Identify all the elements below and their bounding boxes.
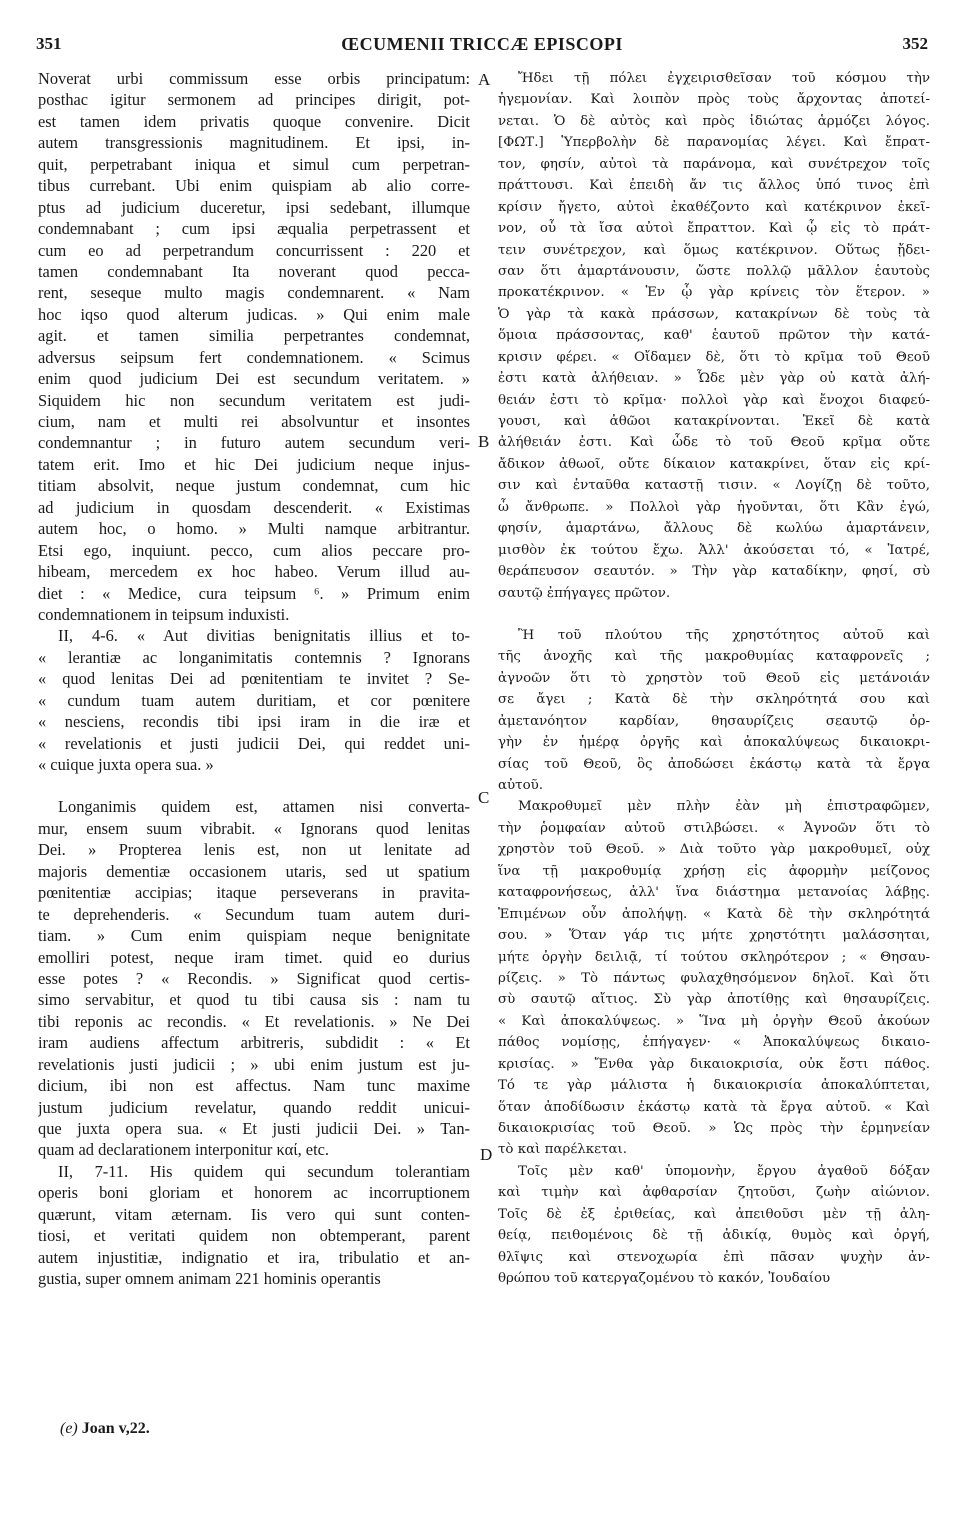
latin-text-line: quærunt, vitam æternam. Iis vero qui sunt conten-: [38, 1204, 470, 1224]
greek-text-line: ὅμοια πράσσοντας, καθ' ἑαυτοῦ πρῶτον τὴν κατά-: [498, 328, 930, 344]
greek-text-line: τὴν ῥομφαίαν αὐτοῦ στιλβώσει. « Ἀγνοῶν ὅτι τὸ: [498, 820, 930, 836]
running-title: ŒCUMENII TRICCÆ EPISCOPI: [341, 34, 623, 54]
greek-text-line: σιν καὶ ἐνταῦθα καταστῇ τισιν. « Λογίζῃ δὲ τοῦτο,: [498, 478, 930, 494]
latin-text-line: majoris dementiæ occasionem utaris, sed ut spatium: [38, 861, 470, 881]
latin-text-line: pœnitentiæ accipias; itaque perseverans in pravita-: [38, 883, 470, 903]
greek-text-line: Ἤδει τῇ πόλει ἐγχειρισθεῖσαν τοῦ κόσμου τὴν: [518, 71, 930, 86]
greek-text-line: γουσι, καὶ ἀθῶοι κατακρίνονται. Ἐκεῖ δὲ κατὰ: [498, 414, 930, 429]
latin-text-line: revelationis justi judicii ; » ubi enim justum est ju-: [38, 1054, 470, 1074]
greek-text-line: Τοῖς δὲ ἐξ ἐριθείας, καὶ ἀπειθοῦσι μὲν τῇ ἀλη-: [498, 1206, 930, 1222]
latin-text-line: condemnationem in teipsum induxisti.: [38, 604, 290, 624]
latin-text-line: tibi reponis ac recondis. « Et revelationis. » Ne Dei: [38, 1011, 470, 1031]
latin-text-line: agit. et tamen similia perpetrantes condemnat,: [38, 326, 470, 346]
latin-text-line: Etsi ego, inquiunt. pecco, cum alios peccare pro-: [38, 540, 470, 560]
greek-text-line: μισθὸν ἐκ τούτου ἔχω. Ἀλλ' ἀκούσεται τό, « Ἰατρέ,: [498, 542, 930, 558]
latin-text-line: rent, seseque multo magis condemnarent. « Nam: [38, 283, 470, 303]
greek-text-line: Ἢ τοῦ πλούτου τῆς χρηστότητος αὐτοῦ καὶ: [518, 627, 930, 643]
greek-text-line: Τό τε γὰρ μάλιστα ἡ δικαιοκρισία ἀποκαλύπτεται,: [498, 1078, 930, 1094]
latin-text-line: condemnabant ; cum ipsi æqualia perpetrassent et: [38, 219, 470, 239]
greek-text-line: πράττουσι. Καὶ ἐπειδὴ ἄν τις ἄλλος ὑπό τινος ἐπὶ: [498, 178, 930, 194]
footnote-label: (e): [60, 1420, 78, 1437]
greek-text-line: φησίν, ἁμαρτάνω, ἄλλους δὲ κωλύω ἁμαρτάνειν,: [498, 521, 930, 537]
greek-text-line: ἡγεμονίαν. Καὶ λοιπὸν πρὸς τοὺς ἄρχοντας ἀποτεί-: [498, 92, 930, 108]
latin-text-line: posthac igitur sermonem ad principes dirigit, pot-: [38, 90, 470, 110]
latin-text-line: « cuique juxta opera sua. »: [38, 755, 214, 774]
latin-text-line: dicium, ibi non est affectus. Nam tunc maxime: [38, 1076, 470, 1096]
greek-text-line: ὅταν ἀποδίδωσιν ἑκάστῳ κατὰ τὰ ἔργα αὐτοῦ. « Καὶ: [498, 1099, 930, 1115]
latin-text-line: quit, perpetrabant iniqua et simul cum perpetran-: [38, 154, 470, 174]
latin-text-line: iram audiens affectum arbitreris, subdidit : « Et: [38, 1033, 470, 1053]
latin-text-line: Noverat urbi commissum esse orbis principatum:: [38, 69, 470, 88]
footnote: [60, 1420, 150, 1438]
greek-text-line: ἵνα τῇ μακροθυμίᾳ χρήσῃ εἰς ἀφορμὴν μείζονος: [498, 863, 930, 879]
greek-text-line: ρίζεις. » Τὸ πάντως φυλαχθησόμενον δηλοῖ. Καὶ ὅτι: [498, 970, 930, 986]
greek-text-line: σίας τοῦ Θεοῦ, ὃς ἀποδώσει ἑκάστῳ κατὰ τὰ ἔργα: [498, 756, 930, 772]
greek-text-line: σαν ὅτι ἁμαρτάνουσιν, ὥστε πολλῷ μᾶλλον ἑαυτοὺς: [498, 263, 930, 279]
greek-text-line: ἀμετανόητον καρδίαν, θησαυρίζεις σεαυτῷ ὀρ-: [498, 713, 930, 729]
greek-text-line: τειν συνέτρεχον, καὶ ὅμως κατέκρινον. Οὕτως ᾔδει-: [498, 242, 930, 258]
greek-text-line: Μακροθυμεῖ μὲν πλὴν ἐὰν μὴ ἐπιστραφῶμεν,: [518, 799, 930, 815]
latin-text-line: « cundum tuam autem duritiam, et cor pœnitere: [38, 690, 470, 710]
latin-text-line: Dei. » Propterea lenis est, non ut lenitate ad: [38, 840, 470, 860]
greek-text-line: κρίσιν ἤγετο, αὐτοὶ ἐκαθέζοντο καὶ κατέκρινον ἐκεῖ-: [498, 199, 930, 215]
greek-text-line: νον, οὗ τὰ ἴσα αὐτοὶ ἔπραττον. Καὶ ᾧ εἰς τὸ πράτ-: [498, 221, 930, 237]
greek-text-gap: [498, 604, 930, 625]
greek-text-line: Ἐπιμένων οὖν ἀπολήψῃ. « Κατὰ δὲ τὴν σκληρότητά: [498, 906, 930, 922]
greek-text-line: καὶ τιμὴν καὶ ἀφθαρσίαν ζητοῦσι, ζωὴν αἰώνιον.: [498, 1185, 930, 1201]
greek-text-line: πάθος νομίσῃς, ἐπήγαγεν· « Ἀποκαλύψεως δικαιο-: [498, 1035, 930, 1051]
latin-text-line: hoc iqso quod alterum judicas. » Qui enim male: [38, 304, 470, 324]
greek-text-line: σε ἄγει ; Κατὰ δὲ τὴν σκληρότητά σου καὶ: [498, 692, 930, 708]
latin-text-line: justum judicium revelatur, quando reddit unicui-: [38, 1097, 470, 1117]
latin-text-line: hibeam, mercedem ex hoc habeo. Verum illud au-: [38, 562, 470, 582]
latin-text-line: diet : « Medice, cura teipsum ⁶. » Primum enim: [38, 583, 470, 603]
latin-text-line: II, 4-6. « Aut divitias benignitatis illius et to-: [58, 626, 470, 646]
latin-text-line: ad judicium in quosdam descenderit. « Existimas: [38, 497, 470, 517]
greek-text-line: Ὁ γὰρ τὰ κακὰ πράσσων, κατακρίνων δὲ τοὺς τὰ: [498, 306, 930, 322]
greek-text-line: σὺ σαυτῷ αἴτιος. Σὺ γὰρ ἀποτίθῃς καὶ θησαυρίζεις.: [498, 992, 930, 1008]
latin-text-gap: [38, 775, 470, 796]
margin-letter-c: C: [478, 788, 490, 807]
greek-text-line: γὴν ἐν ἡμέρᾳ ὀργῆς καὶ ἀποκαλύψεως δικαιοκρι-: [498, 735, 930, 751]
greek-text-line: τῆς ἀνοχῆς καὶ τῆς μακροθυμίας καταφρονεῖς ;: [498, 649, 930, 665]
greek-text-line: « Καὶ ἀποκαλύψεως. » Ἵνα μὴ ὀργὴν Θεοῦ ἀκούων: [498, 1013, 930, 1029]
greek-text-line: [ΦΩΤ.] Ὑπερβολὴν δὲ παρανομίας λέγει. Καὶ ἔπρατ-: [498, 135, 930, 151]
latin-text-line: autem transgressionis magnitudinem. Et ipsi, in-: [38, 133, 470, 153]
greek-text-line: ἀλήθειάν ἐστι. Καὶ ὧδε τὸ τοῦ Θεοῦ κρῖμα οὔτε: [498, 435, 930, 451]
left-page-number: 351: [36, 34, 62, 53]
latin-text-line: Siquidem hic non secundum veritatem est judi-: [38, 390, 470, 410]
greek-text-line: σου. » Ὅταν γάρ τις μήτε χρηστότητι μαλάσσηται,: [498, 928, 930, 944]
greek-text-line: ἀγνοῶν ὅτι τὸ χρηστὸν τοῦ Θεοῦ εἰς μετάνοιάν: [498, 670, 930, 686]
greek-text-line: τὸ καὶ παρέλκεται.: [498, 1142, 628, 1158]
greek-text-line: κρισίας. » Ἔνθα γὰρ δικαιοκρισία, οὐκ ἔστι πάθος.: [498, 1056, 930, 1072]
greek-text-line: χρηστὸν τοῦ Θεοῦ. » Διὰ τοῦτο γὰρ μακροθυμεῖ, οὐχ: [498, 842, 930, 858]
greek-column: [498, 68, 930, 1290]
latin-column: [38, 68, 470, 1290]
greek-text-line: νεται. Ὁ δὲ αὐτὸς καὶ πρὸς ἰδιώτας ἁρμόζει λόγος.: [498, 113, 930, 129]
latin-text-line: « revelationis et justi judicii Dei, qui reddet uni-: [38, 733, 470, 753]
latin-text-line: mur, ensem suum vibrabit. « Ignorans quod lenitas: [38, 818, 470, 838]
latin-text-line: adversus seipsum fert condemnationem. « Scimus: [38, 347, 470, 367]
latin-text-line: tatem erit. Imo et hic Dei judicium neque injus-: [38, 454, 470, 474]
latin-text-line: autem injustitiæ, indignatio et ira, tribulatio et an-: [38, 1247, 470, 1267]
latin-text-line: tiosi, et veritati quidem non obtemperant, parent: [38, 1226, 470, 1246]
greek-text-line: αὐτοῦ.: [498, 778, 544, 793]
greek-text-line: ἄδικον ἀθωοῖ, οὔτε δίκαιον κατακρίνει, ὅταν εἰς κρί-: [498, 456, 930, 472]
greek-text-line: τον, φησίν, αὐτοὶ τὰ παράνομα, καὶ συνέτρεχον τοῖς: [498, 156, 930, 172]
greek-text-line: ἐστι κατὰ ἀλήθειαν. » Ὧδε μὲν γὰρ οὐ κατὰ ἀλή-: [498, 371, 930, 387]
latin-text-line: « quod lenitas Dei ad pœnitentiam te invitet ? Se-: [38, 669, 470, 689]
latin-text-line: gustia, super omnem animam 221 hominis operantis: [38, 1269, 381, 1289]
latin-text-line: tiam. » Cum enim quispiam neque benignitate: [38, 926, 470, 946]
latin-text-line: est tamen idem privatis quoque convenire. Dicit: [38, 111, 470, 131]
latin-text-line: tamen condemnabant Ita noverant quod pecca-: [38, 261, 470, 281]
latin-text-line: tibus currebant. Ubi enim quispiam ab alio corre-: [38, 176, 470, 196]
greek-text-line: καταφρονήσεως, ἀλλ' ἵνα διάστημα μετανοίας λάβῃς.: [498, 885, 930, 901]
latin-text-line: condemnantur ; in futuro autem secundum veri-: [38, 433, 470, 453]
latin-text-line: II, 7-11. His quidem qui secundum tolerantiam: [58, 1161, 470, 1181]
greek-text-line: κρισιν φέρει. « Οἴδαμεν δὲ, ὅτι τὸ κρῖμα τοῦ Θεοῦ: [498, 349, 930, 365]
latin-text-line: quam ad declarationem interponitur καί, etc.: [38, 1140, 329, 1160]
greek-text-line: Τοῖς μὲν καθ' ὑπομονὴν, ἔργου ἀγαθοῦ δόξαν: [518, 1163, 930, 1179]
latin-text-line: Longanimis quidem est, attamen nisi converta-: [58, 797, 470, 817]
footnote-text: Joan v,22.: [81, 1420, 150, 1437]
greek-text-line: θρώπου τοῦ κατεργαζομένου τὸ κακόν, Ἰουδαίου: [498, 1271, 831, 1287]
latin-text-line: te deprehenderis. « Secundum tuam autem duri-: [38, 904, 470, 924]
latin-text-line: que juxta opera sua. « Et justi judicii Dei. » Tan-: [38, 1119, 470, 1138]
right-page-number: 352: [902, 34, 928, 53]
greek-text-line: θείᾳ, πειθομένοις δὲ τῇ ἀδικίᾳ, θυμὸς καὶ ὀργή,: [498, 1228, 930, 1244]
latin-text-line: simo servabitur, et quod tu tibi causa sis : nam tu: [38, 990, 470, 1010]
latin-text-line: « lerantiæ ac longanimitatis contemnis ? Ignorans: [38, 647, 470, 667]
page-header: [30, 34, 934, 58]
margin-letter-a: A: [478, 70, 491, 89]
margin-letter-d: D: [480, 1145, 493, 1164]
latin-text-line: esse potes ? « Recondis. » Significat quod certis-: [38, 968, 470, 988]
greek-text-line: θλῖψις καὶ στενοχωρία ἐπὶ πᾶσαν ψυχὴν ἀν-: [498, 1249, 930, 1265]
latin-text-line: enim quod judicium Dei est secundum veritatem. »: [38, 369, 470, 389]
latin-text-line: « nesciens, recondis tibi ipsi iram in die iræ et: [38, 712, 470, 732]
latin-text-line: ptus ad judicium duceretur, ipsi sedebant, illumque: [38, 197, 470, 217]
latin-text-line: cium, nam et multi rei absolvuntur et insontes: [38, 412, 470, 431]
greek-text-line: δικαιοκρισίας τοῦ Θεοῦ. » Ὡς πρὸς τὴν ἑρμηνείαν: [498, 1121, 930, 1136]
greek-text-line: προκατέκρινον. « Ἐν ᾧ γὰρ κρίνεις τὸν ἕτερον. »: [498, 285, 930, 301]
latin-text-line: autem hoc, o homo. » Multi namque arbitrantur.: [38, 519, 470, 539]
margin-letter-b: B: [478, 432, 490, 451]
latin-text-line: cum eo ad perpetrandum concurrissent : 220 et: [38, 240, 470, 260]
greek-text-line: ὦ ἄνθρωπε. » Πολλοὶ γὰρ ἡγοῦνται, ὅτι Κἂν ἐγώ,: [498, 499, 930, 515]
latin-text-line: titiam absolvit, neque justum condemnat, cum hic: [38, 476, 470, 496]
latin-text-line: operis boni gloriam et honorem ac incorruptionem: [38, 1183, 470, 1203]
greek-text-line: θειάν ἐστι τὸ κρῖμα· πολλοὶ γὰρ καὶ ἔνοχοι διαφεύ-: [498, 392, 930, 408]
latin-text-line: emolliri potest, neque iram timet. quid eo durius: [38, 947, 470, 967]
greek-text-line: μήτε ὀργὴν δειλιᾷ, τί τούτου σκληρότερον ; « Θησαυ-: [498, 949, 930, 965]
greek-text-line: σαυτῷ ἐπήγαγες πρῶτον.: [498, 585, 671, 601]
greek-text-line: θεράπευσον σεαυτόν. » Τὴν γὰρ καταδίκην, φησί, σὺ: [498, 564, 930, 580]
